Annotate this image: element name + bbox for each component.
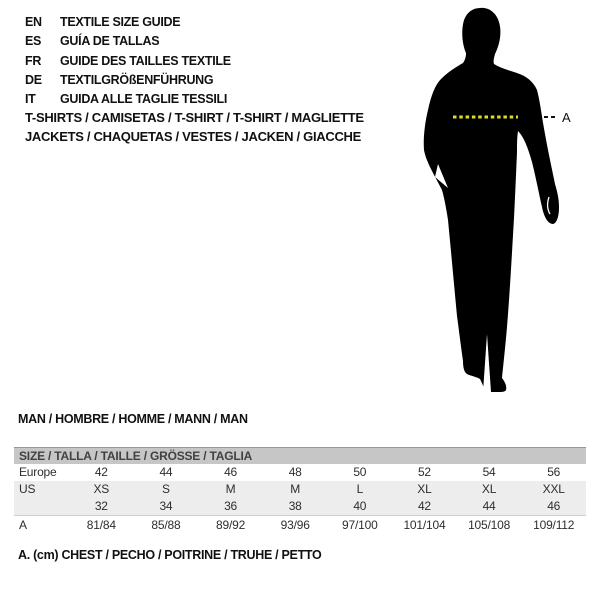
category-line-tshirts: T-SHIRTS / CAMISETAS / T-SHIRT / T-SHIRT / MAGLIETTE [25,110,364,125]
size-value: 40 [353,499,367,513]
table-row [14,515,586,534]
language-label: TEXTILGRÖßENFÜHRUNG [60,72,214,87]
row-label: A [19,518,27,532]
row-label: US [19,482,36,496]
size-value: 85/88 [151,518,181,532]
size-table-header: SIZE / TALLA / TAILLE / GRÖSSE / TAGLIA [14,447,586,464]
table-row [14,498,586,515]
size-value: 81/84 [86,518,116,532]
language-row [25,52,231,71]
size-value: S [162,482,170,496]
language-row [25,90,231,109]
size-value: XS [93,482,110,496]
language-list [25,13,231,109]
size-value: XL [481,482,497,496]
section-title: MAN / HOMBRE / HOMME / MANN / MAN [18,412,248,426]
measure-label-a: A [562,110,571,125]
size-value: 50 [353,465,367,479]
measurement-footnote: A. (cm) CHEST / PECHO / POITRINE / TRUHE / PETTO [18,548,322,562]
category-lines [25,109,364,146]
language-label: TEXTILE SIZE GUIDE [60,15,181,29]
language-label: GUIDA ALLE TAGLIE TESSILI [60,92,228,107]
table-row [14,464,586,481]
table-row [14,481,586,498]
row-label: Europe [19,465,57,479]
language-label: GUÍA DE TALLAS [60,34,160,49]
size-value: 48 [288,465,302,479]
language-code: FR [25,53,42,68]
size-value: 54 [482,465,496,479]
size-value: M [290,482,301,496]
size-value: 44 [159,465,173,479]
category-line-jackets: JACKETS / CHAQUETAS / VESTES / JACKEN / GIACCHE [25,128,361,144]
size-value: 44 [482,499,496,513]
size-value: 89/92 [216,518,246,532]
language-code: DE [25,72,42,87]
language-code: ES [25,34,42,49]
language-label: GUIDE DES TAILLES TEXTILE [60,53,231,68]
size-value: 46 [547,499,561,513]
size-value: 52 [417,465,431,479]
row-label [14,498,69,515]
language-row [25,32,231,51]
size-value: 34 [159,499,173,513]
size-value: 38 [288,499,302,513]
size-value: 101/104 [403,518,446,532]
man-silhouette-shape [424,8,559,392]
size-value: XXL [542,482,565,496]
size-value: M [225,482,236,496]
size-value: 56 [547,465,561,479]
language-row [25,13,231,32]
size-value: 109/112 [533,518,575,532]
size-value: L [356,482,364,496]
size-value: 42 [94,465,108,479]
size-value: 97/100 [342,518,378,532]
size-value: 46 [224,465,238,479]
language-row [25,71,231,90]
language-code: IT [25,92,36,107]
language-code: EN [25,15,42,29]
size-value: 42 [417,499,431,513]
size-value: 93/96 [280,518,310,532]
size-table [14,447,586,534]
size-value: XL [417,482,432,496]
size-value: 36 [224,499,238,513]
size-table-body [14,464,586,534]
size-value: 32 [94,499,108,513]
man-silhouette [390,0,600,400]
size-value: 105/108 [468,518,511,532]
